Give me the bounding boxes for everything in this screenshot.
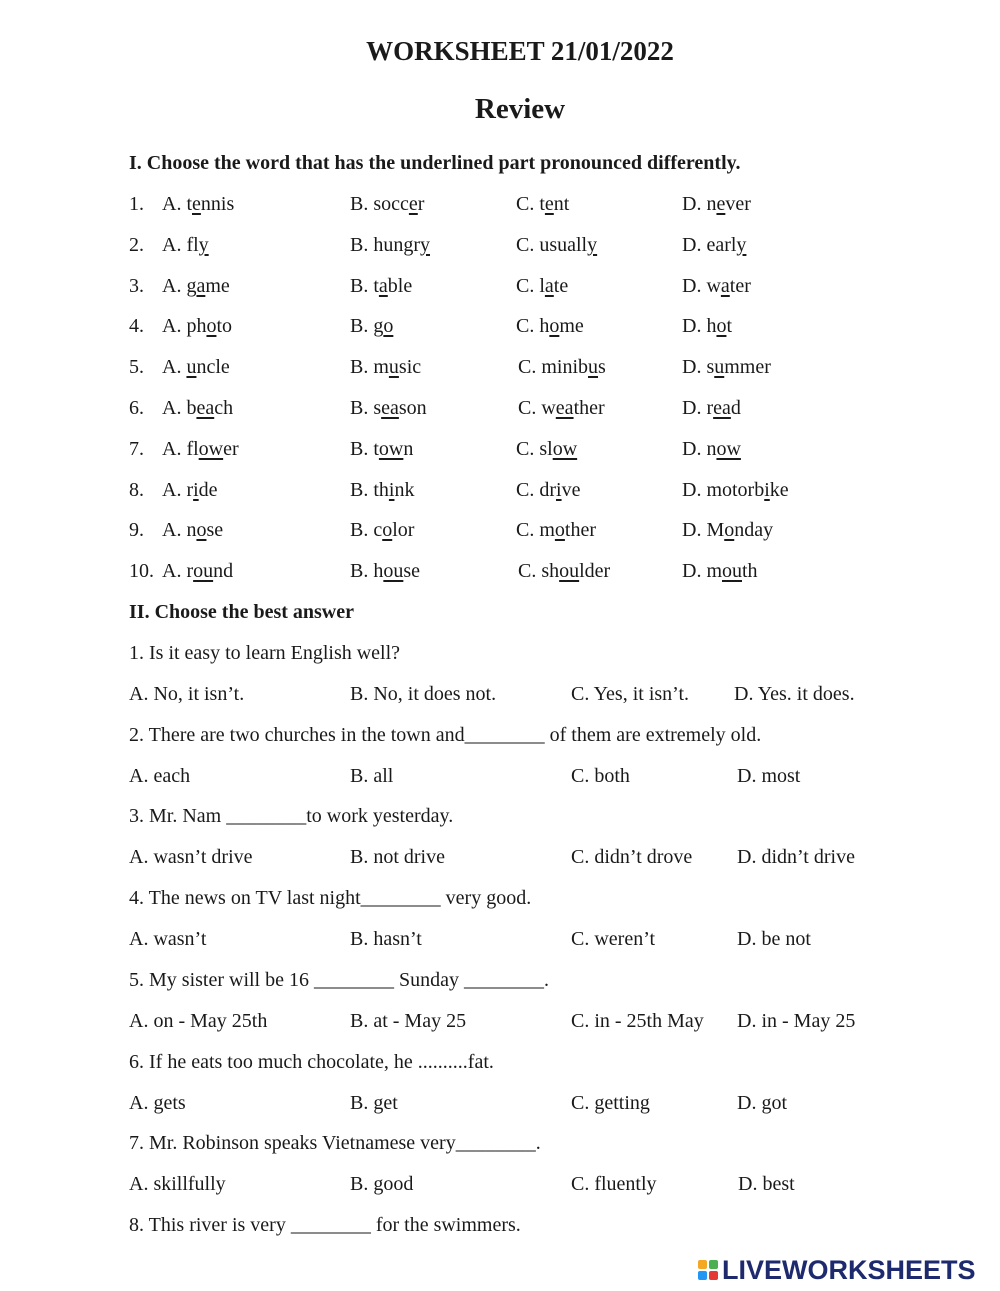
word-part: C. h xyxy=(516,315,550,338)
answer-options xyxy=(0,765,1000,795)
word-part: ncle xyxy=(196,356,230,379)
word-part: C. t xyxy=(516,193,545,215)
answer-option-b[interactable]: B. not drive xyxy=(350,846,445,869)
underlined-part: o xyxy=(382,519,393,542)
underlined-part: o xyxy=(724,519,735,542)
answer-options xyxy=(0,1173,1000,1203)
option-a[interactable] xyxy=(162,438,239,461)
word-part: D. n xyxy=(682,437,717,460)
option-a[interactable] xyxy=(162,234,209,257)
section-2-heading: II. Choose the best answer xyxy=(129,601,354,623)
word-part: me xyxy=(205,274,230,297)
answer-option-b[interactable]: B. No, it does not. xyxy=(350,683,497,705)
item-number: 2. xyxy=(129,233,144,256)
pronunciation-item xyxy=(0,519,1000,549)
word-part: s xyxy=(598,356,606,379)
word-part: ver xyxy=(725,193,751,215)
answer-option-d[interactable]: D. got xyxy=(737,1091,787,1114)
underlined-part: y xyxy=(736,233,747,256)
word-part: er xyxy=(223,437,239,460)
option-b[interactable] xyxy=(350,315,393,338)
option-c[interactable] xyxy=(516,479,580,502)
logo-text: LIVEWORKSHEETS xyxy=(722,1254,976,1285)
word-part: B. t xyxy=(350,274,379,297)
word-part: D. motorb xyxy=(682,478,765,501)
word-part: B. s xyxy=(350,397,382,419)
underlined-part: e xyxy=(544,193,554,215)
answer-option-b[interactable]: B. hasn’t xyxy=(350,928,422,951)
word-part: nnis xyxy=(200,193,235,215)
answer-option-d[interactable]: D. didn’t drive xyxy=(737,846,855,869)
word-part: B. t xyxy=(350,437,379,460)
word-part: to xyxy=(216,315,233,338)
option-c[interactable] xyxy=(518,560,610,583)
word-part: C. l xyxy=(516,274,545,297)
answer-option-c[interactable]: C. fluently xyxy=(571,1173,657,1196)
underlined-part: i xyxy=(764,478,770,501)
option-b[interactable] xyxy=(350,193,424,216)
word-part: A. n xyxy=(162,519,197,542)
option-b[interactable] xyxy=(350,560,420,583)
word-part: te xyxy=(553,274,569,297)
underlined-part: a xyxy=(378,274,388,297)
word-part: ther xyxy=(564,519,596,542)
underlined-part: e xyxy=(192,193,201,215)
answer-option-c[interactable]: C. in - 25th May xyxy=(571,1009,704,1032)
option-d[interactable] xyxy=(682,519,773,542)
item-number: 6. xyxy=(129,397,144,419)
item-number: 5. xyxy=(129,356,144,379)
underlined-part: o xyxy=(554,519,565,542)
answer-options xyxy=(0,1092,1000,1122)
word-part: A. fl xyxy=(162,233,199,256)
word-part: d xyxy=(730,397,741,419)
word-part: th xyxy=(742,560,758,583)
question-text: 3. Mr. Nam ________to work yesterday. xyxy=(129,805,454,828)
word-part: ter xyxy=(729,274,751,297)
word-part: me xyxy=(559,315,584,338)
word-part: B. c xyxy=(350,519,383,542)
word-part: lor xyxy=(392,519,415,542)
word-part: ble xyxy=(387,274,413,297)
word-part: lder xyxy=(579,560,611,583)
word-part: C. m xyxy=(516,519,555,542)
option-a[interactable] xyxy=(162,560,233,583)
word-part: C. sh xyxy=(518,560,560,583)
word-part: C. dr xyxy=(516,478,556,501)
option-c[interactable] xyxy=(516,519,596,542)
underlined-part: o xyxy=(206,315,217,338)
answer-option-a[interactable]: A. on - May 25th xyxy=(129,1009,268,1032)
option-c[interactable] xyxy=(516,315,584,338)
question-text: 2. There are two churches in the town and________ of them are extremely old. xyxy=(129,723,762,746)
option-c[interactable] xyxy=(516,193,569,216)
pronunciation-item xyxy=(0,275,1000,305)
option-d[interactable] xyxy=(682,356,771,379)
pronunciation-item xyxy=(0,356,1000,386)
underlined-part: i xyxy=(193,478,199,501)
answer-option-b[interactable]: B. at - May 25 xyxy=(350,1009,467,1032)
word-part: D. M xyxy=(682,519,725,542)
question-text: 6. If he eats too much chocolate, he ..........fat. xyxy=(129,1050,494,1073)
pronunciation-item xyxy=(0,234,1000,264)
underlined-part: ea xyxy=(196,397,215,419)
underlined-part: e xyxy=(408,193,418,215)
word-part: D. m xyxy=(682,560,722,583)
question-text: 8. This river is very ________ for the swimmers. xyxy=(129,1213,521,1236)
underlined-part: ow xyxy=(552,437,578,460)
option-a[interactable] xyxy=(162,519,223,542)
word-part: B. hungr xyxy=(350,233,420,256)
answer-option-c[interactable]: C. weren’t xyxy=(571,928,656,951)
logo-squares-icon xyxy=(698,1260,718,1280)
underlined-part: ea xyxy=(381,397,399,419)
option-d[interactable] xyxy=(682,234,746,257)
word-part: sic xyxy=(398,356,422,379)
liveworksheets-logo xyxy=(698,1255,976,1285)
answer-option-c[interactable]: C. both xyxy=(571,764,630,787)
word-part: de xyxy=(198,478,218,501)
underlined-part: ou xyxy=(383,560,404,583)
word-part: nday xyxy=(734,519,774,542)
underlined-part: ou xyxy=(193,560,214,583)
underlined-part: ou xyxy=(559,560,580,583)
option-a[interactable] xyxy=(162,193,234,216)
answer-option-a[interactable]: A. No, it isn’t. xyxy=(129,683,245,705)
answer-option-d[interactable]: D. in - May 25 xyxy=(737,1009,856,1032)
pronunciation-item xyxy=(0,397,1000,427)
word-part: nk xyxy=(394,478,415,501)
underlined-part: ou xyxy=(722,560,742,583)
option-a[interactable] xyxy=(162,397,233,420)
underlined-part: a xyxy=(544,274,554,297)
answer-option-d[interactable]: D. most xyxy=(737,764,801,787)
underlined-part: ea xyxy=(555,397,574,419)
word-part: ch xyxy=(214,397,234,419)
word-part: r xyxy=(417,193,425,215)
word-part: A. fl xyxy=(162,437,199,460)
underlined-part: i xyxy=(556,478,562,501)
answer-option-b[interactable]: B. all xyxy=(350,764,394,787)
word-part: nd xyxy=(213,560,234,583)
answer-option-a[interactable]: A. skillfully xyxy=(129,1173,226,1196)
word-part: D. earl xyxy=(682,233,737,256)
option-a[interactable] xyxy=(162,275,230,298)
item-number: 9. xyxy=(129,519,144,542)
word-part: A. b xyxy=(162,397,197,419)
answer-option-d[interactable]: D. best xyxy=(738,1173,795,1196)
item-number: 7. xyxy=(129,437,144,460)
underlined-part: ow xyxy=(378,437,404,460)
answer-options xyxy=(0,1010,1000,1040)
word-part: n xyxy=(403,437,414,460)
item-number: 3. xyxy=(129,274,144,297)
word-part: se xyxy=(206,519,224,542)
option-c[interactable] xyxy=(518,356,606,379)
underlined-part: a xyxy=(196,274,206,297)
word-part: A. g xyxy=(162,274,197,297)
underlined-part: u xyxy=(186,356,197,379)
word-part: B. m xyxy=(350,356,389,379)
option-c[interactable] xyxy=(516,234,597,257)
answer-options xyxy=(0,846,1000,876)
item-number: 8. xyxy=(129,478,144,501)
underlined-part: e xyxy=(716,193,726,215)
underlined-part: u xyxy=(588,356,599,379)
word-part: A. r xyxy=(162,560,194,583)
word-part: A. xyxy=(162,356,187,379)
underlined-part: a xyxy=(720,274,730,297)
answer-option-a[interactable]: A. each xyxy=(129,764,191,787)
answer-option-a[interactable]: A. gets xyxy=(129,1091,186,1114)
worksheet-subtitle: Review xyxy=(474,93,566,125)
underlined-part: y xyxy=(420,233,430,256)
word-part: B. g xyxy=(350,315,384,338)
word-part: t xyxy=(726,315,733,338)
option-d[interactable] xyxy=(682,193,751,216)
option-c[interactable] xyxy=(518,397,605,420)
word-part: mmer xyxy=(724,356,771,379)
pronunciation-item xyxy=(0,479,1000,509)
answer-option-c[interactable]: C. getting xyxy=(571,1091,650,1114)
option-d[interactable] xyxy=(682,438,741,461)
answer-option-a[interactable]: A. wasn’t xyxy=(129,928,207,951)
word-part: C. minib xyxy=(518,356,589,379)
option-c[interactable] xyxy=(516,438,577,461)
answer-options xyxy=(0,683,1000,713)
word-part: B. th xyxy=(350,478,389,501)
underlined-part: u xyxy=(388,356,399,379)
word-part: se xyxy=(403,560,421,583)
word-part: B. socc xyxy=(350,193,409,215)
item-number: 10. xyxy=(129,560,154,583)
pronunciation-item xyxy=(0,315,1000,345)
answer-option-d[interactable]: D. Yes. it does. xyxy=(734,683,855,705)
answer-option-d[interactable]: D. be not xyxy=(737,928,811,951)
answer-option-b[interactable]: B. good xyxy=(350,1173,414,1196)
question-text: 5. My sister will be 16 ________ Sunday ________. xyxy=(129,968,549,991)
word-part: C. usuall xyxy=(516,233,588,256)
option-d[interactable] xyxy=(682,397,741,420)
word-part: A. ph xyxy=(162,315,207,338)
word-part: C. w xyxy=(518,397,556,419)
word-part: D. s xyxy=(682,356,715,379)
word-part: A. r xyxy=(162,478,194,501)
underlined-part: y xyxy=(587,233,598,256)
word-part: B. h xyxy=(350,560,384,583)
word-part: nt xyxy=(553,193,570,215)
option-d[interactable] xyxy=(682,560,758,583)
word-part: C. sl xyxy=(516,437,553,460)
underlined-part: ea xyxy=(713,397,731,419)
item-number: 4. xyxy=(129,315,144,338)
option-b[interactable] xyxy=(350,479,414,502)
option-b[interactable] xyxy=(350,397,427,420)
option-a[interactable] xyxy=(162,479,218,502)
option-a[interactable] xyxy=(162,315,232,338)
underlined-part: o xyxy=(549,315,560,338)
word-part: ther xyxy=(573,397,605,419)
underlined-part: y xyxy=(198,233,209,256)
answer-option-c[interactable]: C. didn’t drove xyxy=(571,846,693,869)
word-part: son xyxy=(398,397,427,419)
word-part: D. h xyxy=(682,315,717,338)
underlined-part: u xyxy=(714,356,725,379)
pronunciation-item xyxy=(0,193,1000,223)
answer-option-b[interactable]: B. get xyxy=(350,1091,398,1114)
word-part: ve xyxy=(561,478,581,501)
question-text: 7. Mr. Robinson speaks Vietnamese very________. xyxy=(129,1132,541,1155)
question-text: 4. The news on TV last night________ very good. xyxy=(129,887,532,910)
pronunciation-item xyxy=(0,438,1000,468)
question-text: 1. Is it easy to learn English well? xyxy=(129,642,401,664)
section-1-heading: I. Choose the word that has the underlined part pronounced differently. xyxy=(129,152,741,174)
underlined-part: ow xyxy=(198,437,224,460)
option-b[interactable] xyxy=(350,356,421,379)
word-part: D. n xyxy=(682,193,717,215)
underlined-part: ow xyxy=(716,437,741,460)
option-d[interactable] xyxy=(682,275,751,298)
word-part: A. t xyxy=(162,193,192,215)
word-part: D. w xyxy=(682,274,721,297)
option-d[interactable] xyxy=(682,479,789,502)
word-part: D. r xyxy=(682,397,714,419)
underlined-part: o xyxy=(383,315,394,338)
answer-option-c[interactable]: C. Yes, it isn’t. xyxy=(571,683,690,705)
option-d[interactable] xyxy=(682,315,732,338)
worksheet-title: WORKSHEET 21/01/2022 xyxy=(366,36,674,66)
underlined-part: o xyxy=(716,315,727,338)
word-part: ke xyxy=(769,478,789,501)
option-a[interactable] xyxy=(162,356,230,379)
answer-options xyxy=(0,928,1000,958)
underlined-part: i xyxy=(388,478,395,501)
option-b[interactable] xyxy=(350,438,413,461)
option-c[interactable] xyxy=(516,275,568,298)
pronunciation-item xyxy=(0,560,1000,590)
item-number: 1. xyxy=(129,193,144,215)
answer-option-a[interactable]: A. wasn’t drive xyxy=(129,846,253,869)
underlined-part: o xyxy=(196,519,207,542)
option-b[interactable] xyxy=(350,519,414,542)
option-b[interactable] xyxy=(350,275,412,298)
option-b[interactable] xyxy=(350,234,430,257)
